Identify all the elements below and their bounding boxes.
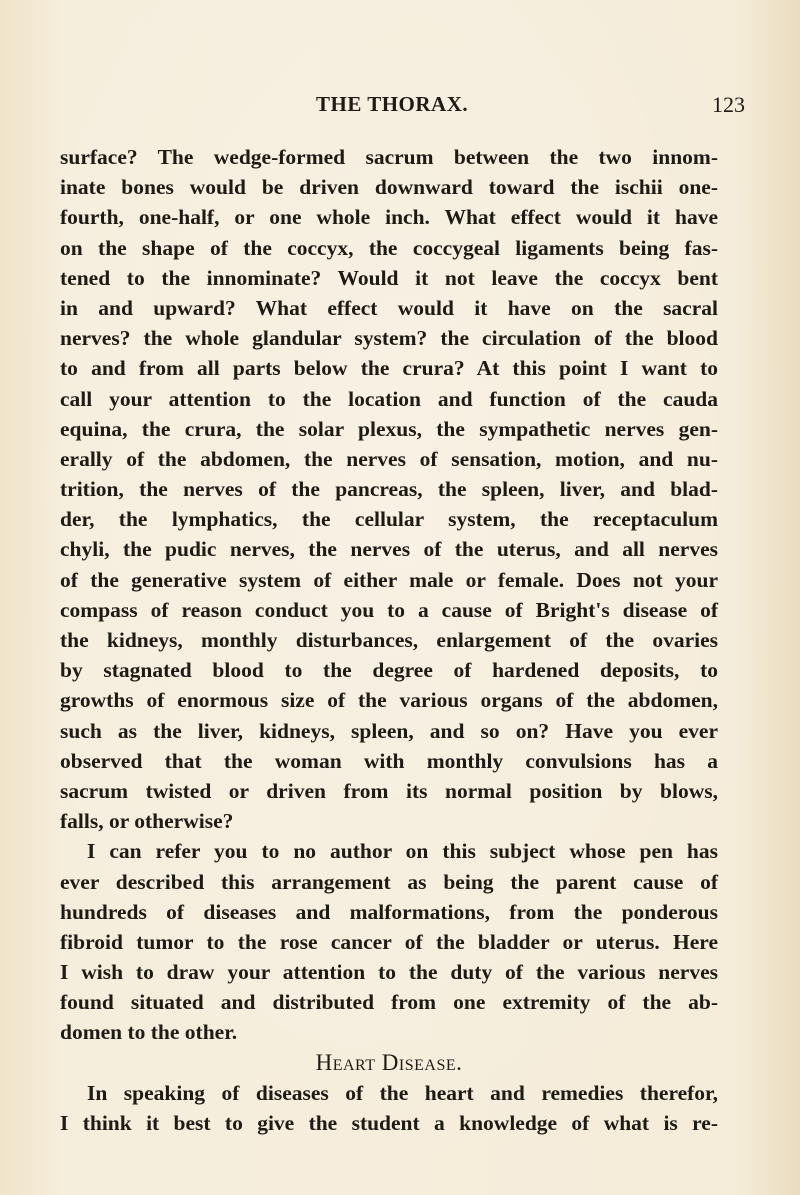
- text-line: growths of enormous size of the various organs of the abdomen,: [60, 688, 718, 713]
- text-line: fourth, one-half, or one whole inch. What effect would it have: [60, 205, 718, 230]
- text-line: I can refer you to no author on this subject whose pen has: [87, 839, 718, 864]
- text-line: I wish to draw your attention to the duty of the various nerves: [60, 960, 718, 985]
- text-line: falls, or otherwise?: [60, 809, 234, 834]
- text-line: by stagnated blood to the degree of hardened deposits, to: [60, 658, 718, 683]
- text-line: nerves? the whole glandular system? the circulation of the blood: [60, 326, 718, 351]
- text-line: in and upward? What effect would it have on the sacral: [60, 295, 718, 320]
- text-line: I think it best to give the student a knowledge of what is re-: [60, 1111, 718, 1135]
- text-line: surface? The wedge-formed sacrum between the two innom-: [60, 145, 718, 169]
- text-line: such as the liver, kidneys, spleen, and so on? Have you ever: [60, 718, 718, 743]
- text-line: chyli, the pudic nerves, the nerves of the uterus, and all nerves: [60, 537, 718, 562]
- text-line: sacrum twisted or driven from its normal position by blows,: [60, 778, 718, 803]
- text-line: on the shape of the coccyx, the coccygeal ligaments being fas-: [60, 235, 718, 260]
- running-head: THE THORAX.: [316, 92, 469, 116]
- text-line: the kidneys, monthly disturbances, enlargement of the ovaries: [60, 628, 718, 652]
- text-line: found situated and distributed from one extremity of the ab-: [60, 990, 718, 1015]
- text-line: call your attention to the location and function of the cauda: [60, 386, 718, 411]
- text-line: inate bones would be driven downward toward the ischii one-: [60, 175, 718, 200]
- page-number: 123: [712, 92, 745, 117]
- text-line: to and from all parts below the crura? At this point I want to: [60, 356, 718, 381]
- section-heading: Heart Disease.: [315, 1049, 463, 1075]
- text-line: of the generative system of either male or female. Does not your: [60, 567, 718, 592]
- text-line: trition, the nerves of the pancreas, the spleen, liver, and blad-: [60, 477, 718, 502]
- text-line: fibroid tumor to the rose cancer of the bladder or uterus. Here: [60, 929, 718, 954]
- text-line: tened to the innominate? Would it not leave the coccyx bent: [60, 265, 718, 290]
- text-line: In speaking of diseases of the heart and remedies therefor,: [87, 1080, 718, 1105]
- page-header: [0, 92, 800, 122]
- text-line: hundreds of diseases and malformations, from the ponderous: [60, 899, 718, 924]
- body-text: [60, 142, 718, 1138]
- text-line: ever described this arrangement as being the parent cause of: [60, 869, 718, 894]
- text-line: compass of reason conduct you to a cause of Bright's disease of: [60, 597, 718, 622]
- text-line: domen to the other.: [60, 1020, 238, 1045]
- text-line: observed that the woman with monthly convulsions has a: [60, 748, 718, 773]
- text-line: erally of the abdomen, the nerves of sensation, motion, and nu-: [60, 446, 718, 471]
- text-line: der, the lymphatics, the cellular system, the receptaculum: [60, 507, 718, 532]
- text-line: equina, the crura, the solar plexus, the sympathetic nerves gen-: [60, 416, 718, 441]
